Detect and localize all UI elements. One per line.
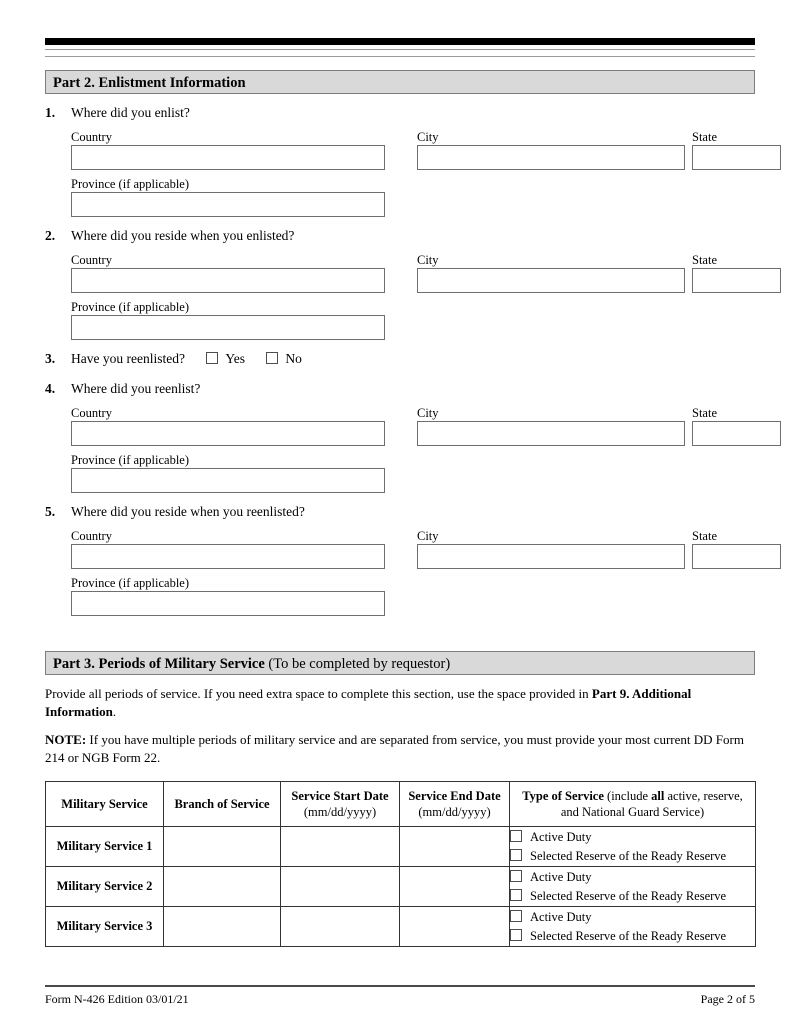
q2-province-label: Province (if applicable)	[71, 300, 190, 314]
q4-state-input[interactable]	[692, 421, 781, 446]
q1-country-label: Country	[71, 130, 112, 144]
q1-country-field	[71, 130, 385, 170]
military-service-table	[45, 781, 756, 947]
q3-no-option[interactable]	[266, 351, 302, 367]
q1-state-input[interactable]	[692, 145, 781, 170]
col-header-type-of-service-label: Type of Service	[522, 789, 604, 803]
page-footer	[45, 991, 755, 1007]
row-2-type-of-service	[510, 867, 756, 907]
q5-province-input[interactable]	[71, 591, 385, 616]
q5-state-field	[692, 529, 781, 569]
q2-province-field	[71, 300, 385, 340]
q5-state-input[interactable]	[692, 544, 781, 569]
q5-location-fields	[71, 529, 755, 576]
row-3-selected-reserve-checkbox[interactable]	[510, 929, 522, 941]
q1-state-label: State	[692, 130, 717, 144]
col-header-type-of-service	[510, 782, 756, 827]
table-header-row	[46, 782, 756, 827]
row-3-selected-reserve-option[interactable]	[510, 927, 755, 946]
row-2-selected-reserve-option[interactable]	[510, 887, 755, 906]
question-2-number: 2.	[45, 228, 56, 243]
col-header-type-emphasis: all	[651, 789, 665, 803]
footer-page-number: Page 2 of 5	[700, 992, 755, 1006]
q4-city-input[interactable]	[417, 421, 685, 446]
q2-city-input[interactable]	[417, 268, 685, 293]
part3-header	[45, 651, 755, 675]
q1-country-input[interactable]	[71, 145, 385, 170]
row-3-type-of-service	[510, 907, 756, 947]
question-5	[45, 504, 755, 520]
q5-city-field	[417, 529, 685, 569]
q4-country-input[interactable]	[71, 421, 385, 446]
part3-note-label: NOTE:	[45, 732, 87, 747]
col-header-military-service	[46, 782, 164, 827]
row-2-end-date-input[interactable]	[400, 867, 510, 907]
q3-no-checkbox[interactable]	[266, 352, 278, 364]
q2-country-field	[71, 253, 385, 293]
table-row	[46, 907, 756, 947]
col-header-start-date-format: (mm/dd/yyyy)	[303, 805, 377, 819]
q3-yes-option[interactable]	[206, 351, 245, 367]
col-header-branch-of-service	[164, 782, 281, 827]
col-header-branch-of-service-label: Branch of Service	[174, 797, 270, 811]
row-2-selected-reserve-checkbox[interactable]	[510, 889, 522, 901]
top-thin-rule-1	[45, 49, 755, 50]
part3-note-text: If you have multiple periods of military service and are separated from service, you must provide your most current DD Form 214 or NGB Form 22.	[45, 732, 744, 765]
q5-province-field	[71, 576, 385, 616]
q5-province-label: Province (if applicable)	[71, 576, 190, 590]
col-header-end-date-format: (mm/dd/yyyy)	[418, 805, 491, 819]
row-1-selected-reserve-checkbox[interactable]	[510, 849, 522, 861]
row-3-end-date-input[interactable]	[400, 907, 510, 947]
q1-province-field	[71, 177, 385, 217]
q2-location-fields	[71, 253, 755, 300]
q4-country-label: Country	[71, 406, 112, 420]
q5-country-input[interactable]	[71, 544, 385, 569]
row-2-active-duty-label: Active Duty	[530, 869, 592, 884]
row-1-active-duty-checkbox[interactable]	[510, 830, 522, 842]
col-header-start-date	[281, 782, 400, 827]
q4-province-input[interactable]	[71, 468, 385, 493]
table-row	[46, 867, 756, 907]
col-header-start-date-label: Service Start Date	[291, 789, 389, 803]
question-5-text: Where did you reside when you reenlisted?	[71, 504, 305, 519]
row-2-active-duty-checkbox[interactable]	[510, 870, 522, 882]
question-1-text: Where did you enlist?	[71, 105, 190, 120]
row-3-label: Military Service 3	[46, 907, 164, 947]
row-2-selected-reserve-label: Selected Reserve of the Ready Reserve	[530, 888, 727, 903]
row-3-selected-reserve-label: Selected Reserve of the Ready Reserve	[530, 928, 727, 943]
q5-country-field	[71, 529, 385, 569]
row-1-end-date-input[interactable]	[400, 827, 510, 867]
q2-country-label: Country	[71, 253, 112, 267]
col-header-military-service-label: Military Service	[61, 797, 148, 811]
q5-province-row	[71, 576, 755, 623]
top-thin-rule-2	[45, 56, 755, 57]
question-2	[45, 228, 755, 244]
q2-province-input[interactable]	[71, 315, 385, 340]
q1-province-row	[71, 177, 755, 224]
q2-city-field	[417, 253, 685, 293]
q5-city-label: City	[417, 529, 439, 543]
col-header-end-date-label: Service End Date	[408, 789, 501, 803]
footer-form-id: Form N-426 Edition 03/01/21	[45, 992, 189, 1006]
q4-city-label: City	[417, 406, 439, 420]
row-1-selected-reserve-option[interactable]	[510, 847, 755, 866]
q5-city-input[interactable]	[417, 544, 685, 569]
question-5-number: 5.	[45, 504, 56, 519]
col-header-end-date	[400, 782, 510, 827]
row-2-branch-input[interactable]	[164, 867, 281, 907]
col-header-type-prefix: (include	[603, 789, 652, 803]
q3-no-label: No	[285, 351, 302, 366]
q5-country-label: Country	[71, 529, 112, 543]
row-3-active-duty-label: Active Duty	[530, 909, 592, 924]
q4-province-row	[71, 453, 755, 500]
table-row	[46, 827, 756, 867]
part3-intro-text: Provide all periods of service. If you need extra space to complete this section, use the space provided in	[45, 686, 592, 701]
question-1-number: 1.	[45, 105, 56, 120]
part3-header-title: Part 3. Periods of Military Service	[53, 656, 265, 672]
part3-intro-end: .	[112, 704, 117, 719]
question-3	[45, 351, 755, 367]
q2-state-label: State	[692, 253, 717, 267]
question-4-text: Where did you reenlist?	[71, 381, 201, 396]
q2-state-field	[692, 253, 781, 293]
q1-state-field	[692, 130, 781, 170]
q1-location-fields	[71, 130, 755, 177]
row-2-label: Military Service 2	[46, 867, 164, 907]
q2-state-input[interactable]	[692, 268, 781, 293]
part2-header	[45, 70, 755, 94]
question-4	[45, 381, 755, 397]
q3-yes-label: Yes	[225, 351, 245, 366]
q2-city-label: City	[417, 253, 439, 267]
row-1-active-duty-option[interactable]	[510, 828, 755, 847]
row-2-active-duty-option[interactable]	[510, 868, 755, 887]
part3-intro-reference: Part 9. Additional Information	[45, 686, 692, 719]
q4-country-field	[71, 406, 385, 446]
q4-location-fields	[71, 406, 755, 453]
row-1-type-of-service	[510, 827, 756, 867]
part3-intro-paragraph	[45, 685, 755, 721]
q2-province-row	[71, 300, 755, 347]
question-2-text: Where did you reside when you enlisted?	[71, 228, 295, 243]
question-1	[45, 105, 755, 121]
q1-province-label: Province (if applicable)	[71, 177, 190, 191]
part3-note-paragraph	[45, 731, 755, 767]
q5-state-label: State	[692, 529, 717, 543]
q1-city-input[interactable]	[417, 145, 685, 170]
row-3-active-duty-checkbox[interactable]	[510, 910, 522, 922]
top-thick-rule	[45, 38, 755, 45]
q2-country-input[interactable]	[71, 268, 385, 293]
question-3-text: Have you reenlisted?	[71, 351, 185, 366]
part2-header-title: Part 2. Enlistment Information	[53, 75, 246, 91]
q3-yes-checkbox[interactable]	[206, 352, 218, 364]
row-1-selected-reserve-label: Selected Reserve of the Ready Reserve	[530, 848, 727, 863]
q4-city-field	[417, 406, 685, 446]
row-1-start-date-input[interactable]	[281, 827, 400, 867]
row-1-branch-input[interactable]	[164, 827, 281, 867]
q4-province-label: Province (if applicable)	[71, 453, 190, 467]
row-3-active-duty-option[interactable]	[510, 908, 755, 927]
row-2-start-date-input[interactable]	[281, 867, 400, 907]
q4-state-label: State	[692, 406, 717, 420]
row-3-start-date-input[interactable]	[281, 907, 400, 947]
q4-state-field	[692, 406, 781, 446]
q1-city-label: City	[417, 130, 439, 144]
question-4-number: 4.	[45, 381, 56, 396]
q1-province-input[interactable]	[71, 192, 385, 217]
part3-header-subtitle: (To be completed by requestor)	[264, 656, 451, 672]
q1-city-field	[417, 130, 685, 170]
q4-province-field	[71, 453, 385, 493]
col-header-type-suffix: active, reserve, and National Guard Service)	[560, 789, 743, 819]
row-1-label: Military Service 1	[46, 827, 164, 867]
page-content	[45, 0, 755, 947]
row-1-active-duty-label: Active Duty	[530, 829, 592, 844]
row-3-branch-input[interactable]	[164, 907, 281, 947]
footer-divider	[45, 985, 755, 987]
question-3-number: 3.	[45, 351, 56, 366]
